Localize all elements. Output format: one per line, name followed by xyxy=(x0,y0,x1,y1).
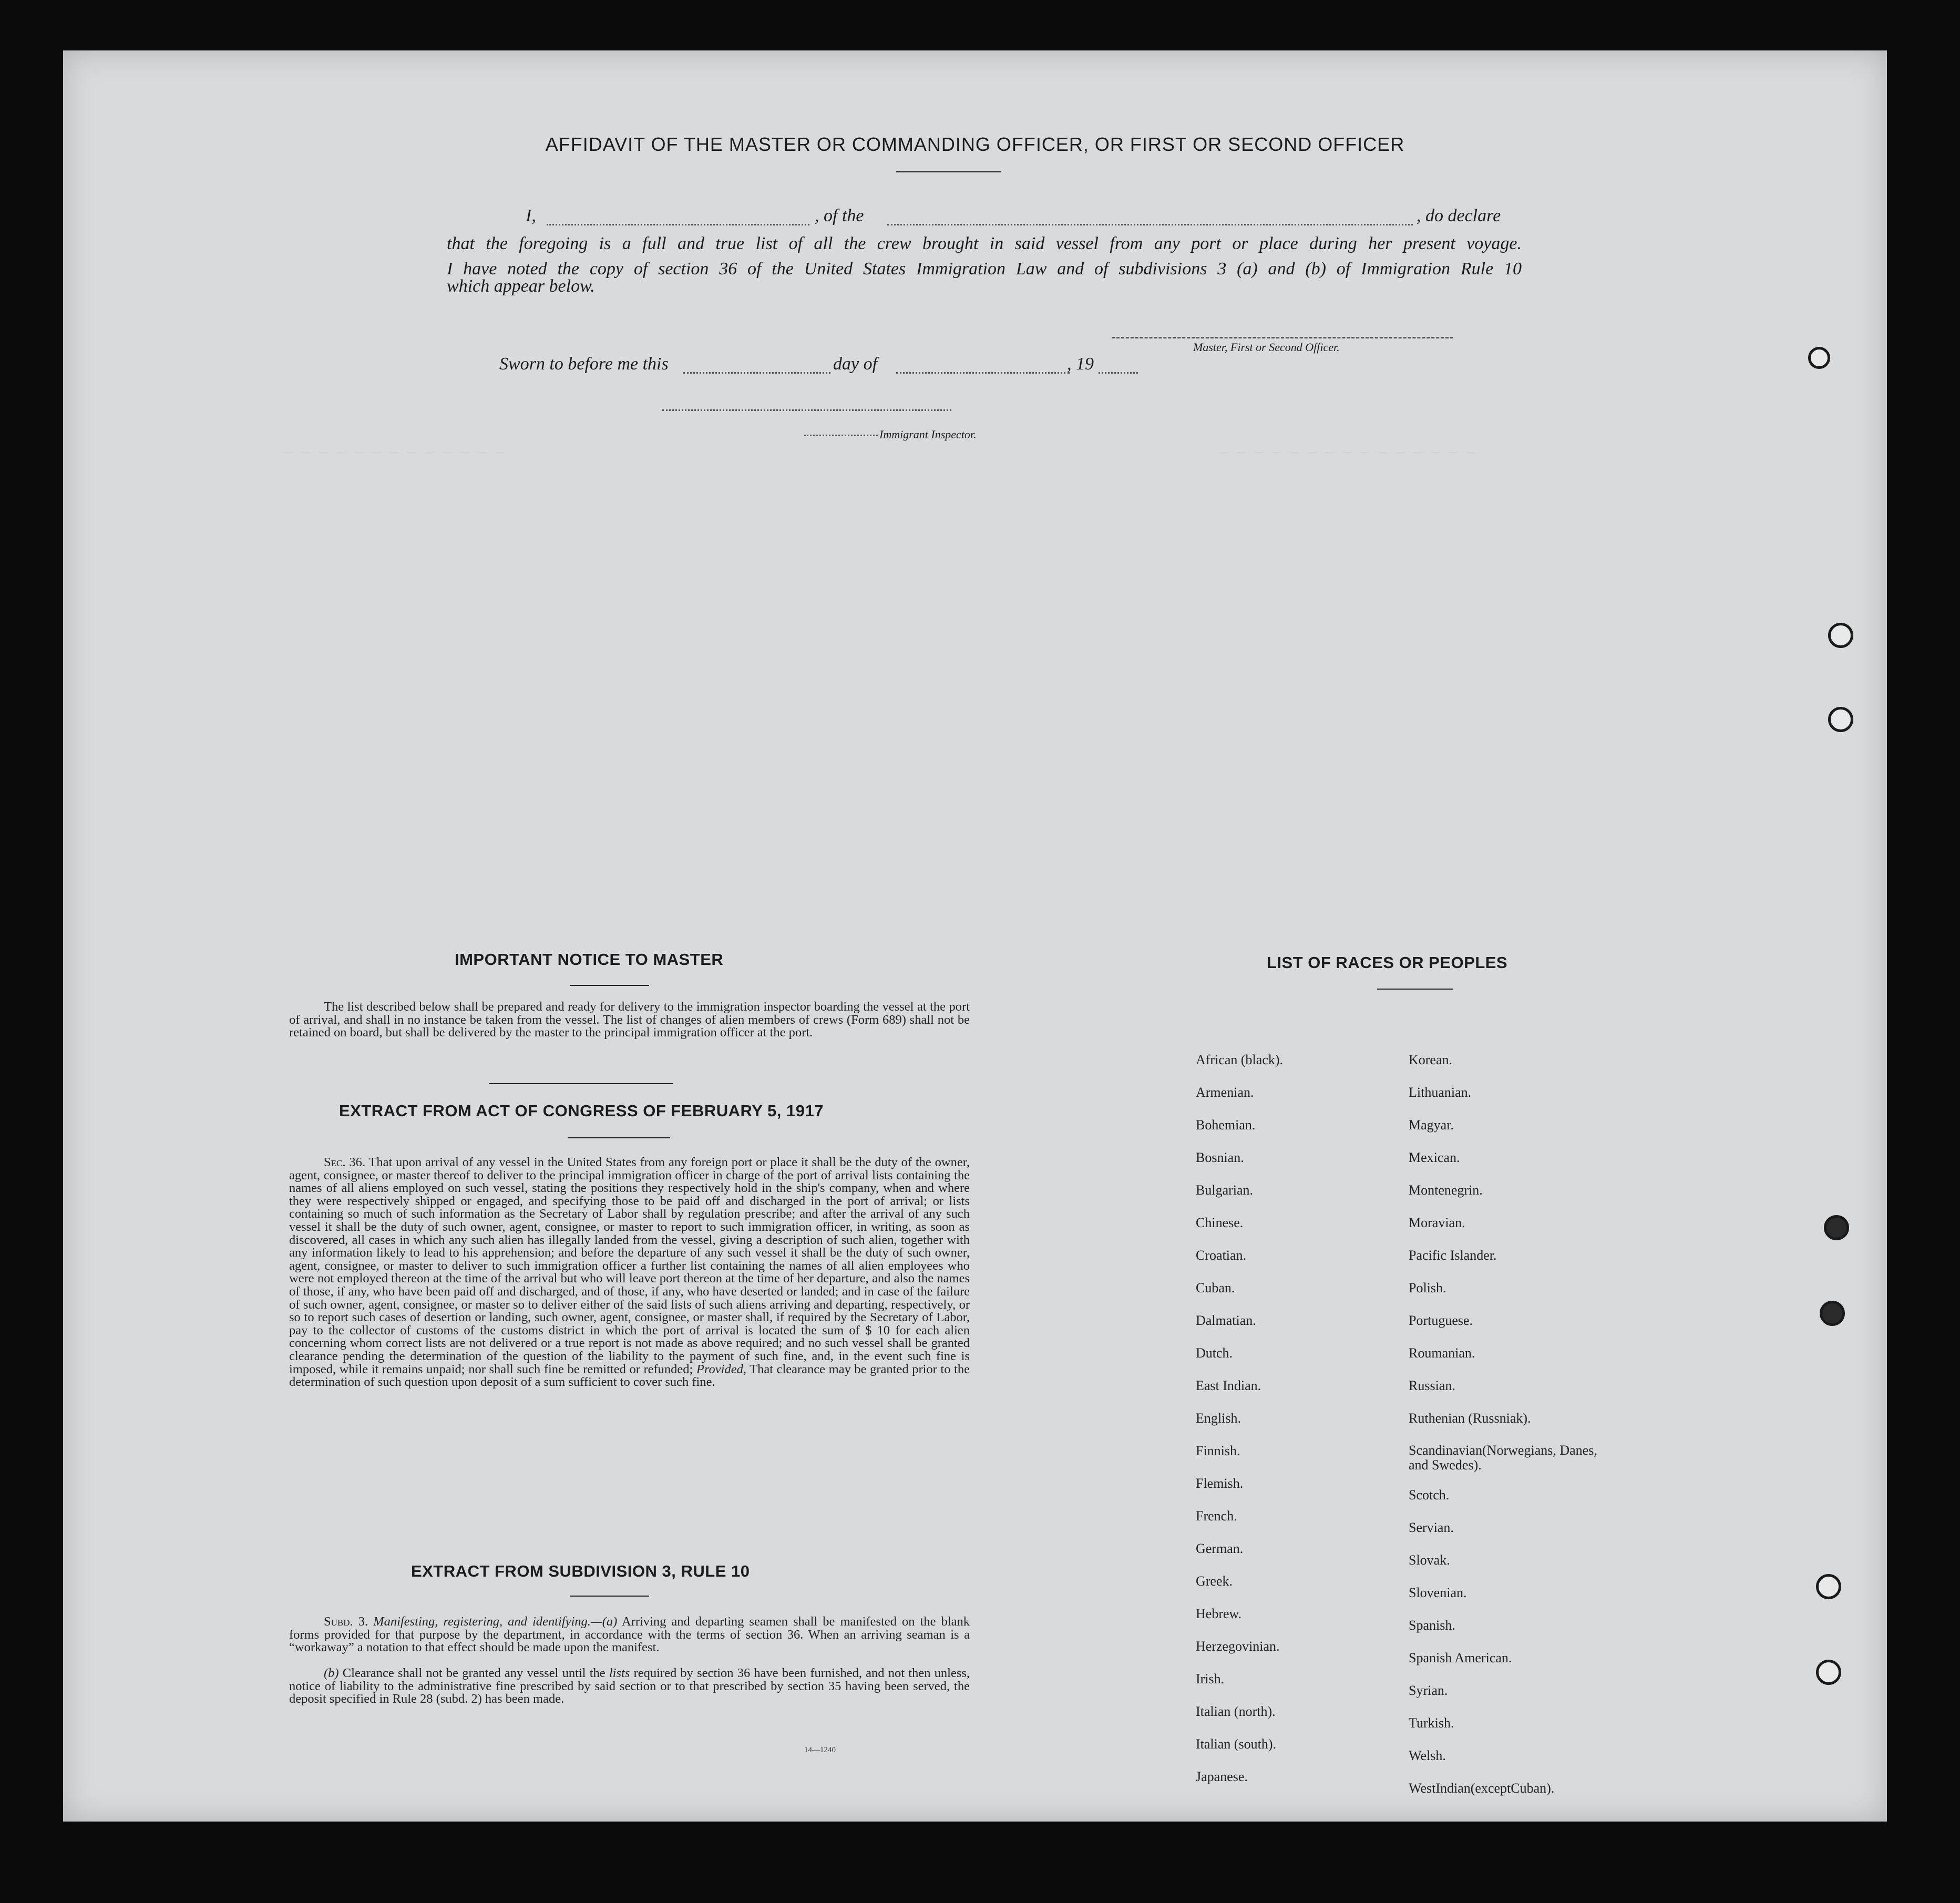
race-item: Armenian. xyxy=(1196,1085,1254,1100)
race-item: Polish. xyxy=(1409,1280,1446,1295)
race-item: Roumanian. xyxy=(1409,1345,1475,1361)
inspector-signature-line[interactable] xyxy=(662,409,951,411)
para-a-text: Arriving and departing seamen shall be manifested on the blank forms provided for that purpose by the department, in accordance with the terms of section 36. When an arriving seaman is a “workaway” a notation to that effect should be made upon the manifest. xyxy=(289,1614,970,1655)
title-underline xyxy=(896,171,1001,172)
signature-line[interactable] xyxy=(1112,337,1453,338)
affidavit-title: AFFIDAVIT OF THE MASTER OR COMMANDING OFFICER, OR FIRST OR SECOND OFFICER xyxy=(545,133,1405,155)
act-text-end: That clearance may be granted prior to the determination of such question upon deposit of a sum sufficient to cover such fine. xyxy=(289,1362,970,1390)
affidavit-line-3: which appear below. xyxy=(447,276,595,296)
rule-para-a xyxy=(289,1616,970,1654)
race-item: Bohemian. xyxy=(1196,1117,1256,1133)
race-item: Italian (north). xyxy=(1196,1704,1276,1719)
form-number: 14—1240 xyxy=(804,1746,836,1754)
race-item: Dutch. xyxy=(1196,1345,1233,1361)
sec-label: Sec. 36. xyxy=(324,1155,365,1169)
race-item: Bosnian. xyxy=(1196,1150,1244,1165)
race-item: Bulgarian. xyxy=(1196,1182,1254,1198)
vessel-name-field[interactable] xyxy=(887,224,1413,225)
of-the-text: , of the xyxy=(815,206,864,225)
binding-hole-icon xyxy=(1816,1574,1841,1599)
race-item: Portuguese. xyxy=(1409,1313,1473,1328)
race-item: Cuban. xyxy=(1196,1280,1235,1295)
binding-hole-icon xyxy=(1828,623,1853,648)
race-item: Korean. xyxy=(1409,1052,1453,1067)
race-item: English. xyxy=(1196,1411,1241,1426)
b-label: (b) xyxy=(324,1666,339,1680)
rule-para-b xyxy=(289,1667,970,1706)
race-item: Russian. xyxy=(1409,1378,1455,1393)
race-item: Dalmatian. xyxy=(1196,1313,1256,1328)
year-prefix-text: , 19 xyxy=(1067,354,1094,374)
act-body xyxy=(289,1156,970,1389)
race-item: WestIndian(exceptCuban). xyxy=(1409,1781,1555,1796)
binding-hole-icon xyxy=(1820,1301,1845,1326)
race-item: French. xyxy=(1196,1508,1237,1524)
document-page xyxy=(63,50,1887,1822)
race-item: Irish. xyxy=(1196,1671,1225,1686)
race-item: Syrian. xyxy=(1409,1683,1448,1698)
subd-title: Manifesting, registering, and identifying.—(a) xyxy=(373,1614,618,1629)
subd-label: Subd. 3. xyxy=(324,1614,368,1629)
binding-hole-icon xyxy=(1808,347,1830,369)
act-underline xyxy=(568,1137,670,1138)
race-item: Finnish. xyxy=(1196,1443,1240,1458)
rule-underline xyxy=(570,1596,649,1597)
race-item: Hebrew. xyxy=(1196,1606,1242,1621)
race-item: Slovenian. xyxy=(1409,1585,1467,1600)
affidavit-first-line xyxy=(463,206,1522,231)
sworn-year-field[interactable] xyxy=(1099,372,1138,374)
race-item: Croatian. xyxy=(1196,1248,1247,1263)
race-item: Montenegrin. xyxy=(1409,1182,1483,1198)
sworn-month-field[interactable] xyxy=(896,372,1070,374)
race-item: Herzegovinian. xyxy=(1196,1639,1280,1654)
master-name-field[interactable] xyxy=(547,224,809,225)
notice-underline xyxy=(570,985,649,986)
provided-label: Provided, xyxy=(696,1362,746,1376)
race-item: Greek. xyxy=(1196,1573,1233,1589)
section-divider xyxy=(489,1083,673,1084)
race-item: Welsh. xyxy=(1409,1748,1446,1763)
para-b-text-1: Clearance shall not be granted any vessel until the xyxy=(342,1666,606,1680)
race-item: Slovak. xyxy=(1409,1552,1450,1568)
para-b-text-2: required by section 36 have been furnished, and not then unless, notice of liability to the administrative fine prescribed by said section or to that prescribed by section 35 having been served, the deposit specified in Rule 28 (subd. 2) has been made. xyxy=(289,1666,970,1706)
race-item: Moravian. xyxy=(1409,1215,1465,1230)
race-item: Spanish. xyxy=(1409,1618,1455,1633)
binding-hole-icon xyxy=(1824,1215,1849,1240)
notice-body: The list described below shall be prepared and ready for delivery to the immigration inspector boarding the vessel at the port of arrival, and shall in no instance be taken from the vessel. The list of changes of alien members of crews (Form 689) shall not be retained on board, but shall be delivered by the master to the principal immigration officer at the port. xyxy=(289,1000,970,1040)
race-item: Scotch. xyxy=(1409,1487,1450,1503)
sworn-text: Sworn to before me this xyxy=(499,354,669,374)
race-item: Mexican. xyxy=(1409,1150,1460,1165)
affidavit-line-1: that the foregoing is a full and true list of all the crew brought in said vessel from any port or place during her present voyage. xyxy=(447,234,1522,253)
races-underline xyxy=(1377,989,1453,990)
race-item: Scandinavian(Norwegians, Danes, and Swedes). xyxy=(1409,1443,1597,1473)
race-item: Italian (south). xyxy=(1196,1736,1277,1752)
sworn-day-field[interactable] xyxy=(683,372,830,374)
do-declare-text: , do declare xyxy=(1417,206,1501,225)
race-item: Turkish. xyxy=(1409,1715,1454,1731)
race-item: Ruthenian (Russniak). xyxy=(1409,1411,1531,1426)
inspector-label: Immigrant Inspector. xyxy=(879,428,977,441)
day-of-text: day of xyxy=(833,354,878,374)
race-item: East Indian. xyxy=(1196,1378,1261,1393)
race-item: German. xyxy=(1196,1541,1244,1556)
race-item: Magyar. xyxy=(1409,1117,1454,1133)
binding-hole-icon xyxy=(1828,707,1853,732)
notice-heading: IMPORTANT NOTICE TO MASTER xyxy=(455,950,724,969)
lists-word: lists xyxy=(609,1666,630,1680)
rule-heading: EXTRACT FROM SUBDIVISION 3, RULE 10 xyxy=(411,1562,750,1580)
bleed-through-text: _ _ _ _ _ _ _ _ _ _ _ _ _ _ _ xyxy=(1219,439,1476,456)
race-item: Lithuanian. xyxy=(1409,1085,1472,1100)
act-text: That upon arrival of any vessel in the United States from any foreign port or place it shall be the duty of the owner, agent, consignee, or master thereof to deliver to the principal immigration officer in charge of the port of arrival lists containing the names of all aliens employed on such vessel, stating the positions they respectively hold in the ship's company, when and where they were respectively shipped or engaged, and specifying those to be paid off and discharged in the port of arrival; or lists containing so much of such information as the Secretary of Labor shall by regulation prescribe; and after the arrival of any such vessel it shall be the duty of such owner, agent, consignee, or master to report to such immigration officer, in writing, as soon as discovered, all cases in which any such alien has illegally landed from the vessel, giving a description of such alien, together with any information likely to lead to his apprehension; and before the departure of any such vessel it shall be the duty of such owner, agent, consignee, or master to deliver to such immigration officer a further list containing the names of all alien employees who were not employed thereon at the time of the arrival but who will leave port thereon at the time of her departure, and also the names of those, if any, who have been paid off and discharged, and of those, if any, who have deserted or landed; and in case of the failure of such owner, agent, consignee, or master so to deliver either of the said lists of such aliens arriving and departing, respectively, or so to report such cases of desertion or landing, such owner, agent, consignee, or master shall, if required by the Secretary of Labor, pay to the collector of customs of the customs district in which the port of arrival is located the sum of $ 10 for each alien concerning whom correct lists are not delivered or a true report is not made as above required; and no such vessel shall be granted clearance pending the determination of the question of the liability to the payment of such fine, and, in the event such fine is imposed, while it remains unpaid; nor shall such fine be remitted or refunded; xyxy=(289,1155,970,1376)
race-item: Pacific Islander. xyxy=(1409,1248,1497,1263)
race-item: Japanese. xyxy=(1196,1769,1248,1784)
i-prefix: I, xyxy=(526,206,536,225)
race-item: African (black). xyxy=(1196,1052,1284,1067)
bleed-through-text: _ _ _ _ _ _ _ _ _ _ _ _ _ xyxy=(284,439,505,456)
race-item: Chinese. xyxy=(1196,1215,1244,1230)
race-item: Flemish. xyxy=(1196,1476,1244,1491)
races-heading: LIST OF RACES OR PEOPLES xyxy=(1267,953,1508,972)
act-heading: EXTRACT FROM ACT OF CONGRESS OF FEBRUARY 5, 1917 xyxy=(339,1102,824,1120)
binding-hole-icon xyxy=(1816,1660,1841,1685)
inspector-label-lead xyxy=(804,435,878,436)
affidavit-line-2: I have noted the copy of section 36 of the United States Immigration Law and of subdivisions 3 (a) and (b) of Immigration Rule 10 xyxy=(447,259,1522,279)
signature-label: Master, First or Second Officer. xyxy=(1193,341,1340,354)
race-item: Spanish American. xyxy=(1409,1650,1512,1665)
race-item: Servian. xyxy=(1409,1520,1454,1535)
